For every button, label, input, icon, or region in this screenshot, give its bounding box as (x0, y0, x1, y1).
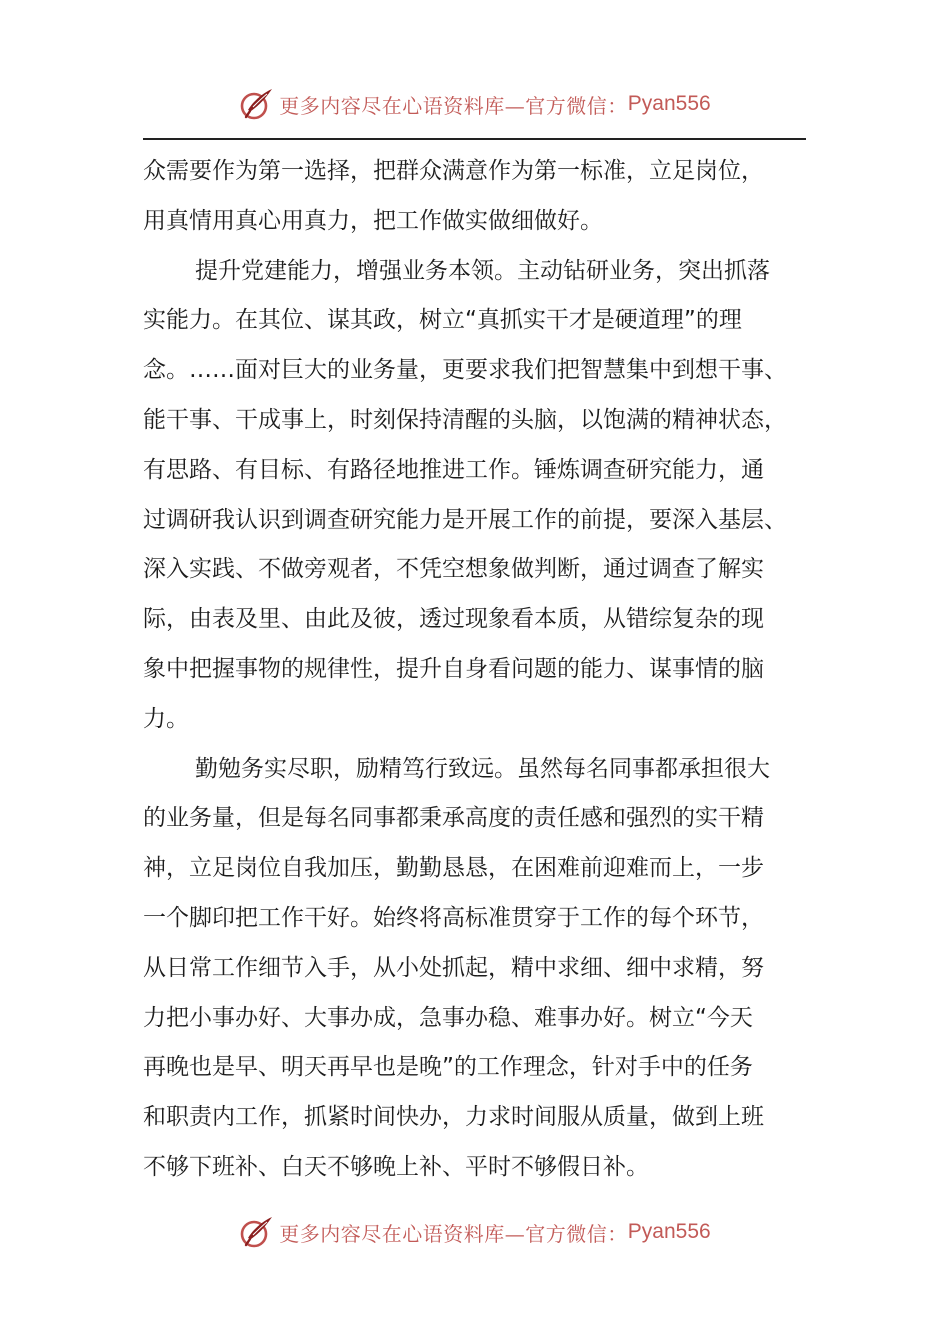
text-line: 从日常工作细节入手，从小处抓起，精中求细、细中求精，努 (143, 954, 764, 981)
text-line: 勤勉务实尽职，励精笃行致远。虽然每名同事都承担很大 (195, 755, 770, 782)
text-line: 力把小事办好、大事办成，急事办稳、难事办好。树立“今天 (143, 1004, 753, 1031)
text-line: 和职责内工作，抓紧时间快办，力求时间服从质量，做到上班 (143, 1104, 764, 1131)
text-line: 再晚也是早、明天再早也是晚”的工作理念，针对手中的任务 (143, 1054, 753, 1081)
text-line: 不够下班补、白天不够晚上补、平时不够假日补。 (143, 1153, 649, 1180)
text-line: 念。……面对巨大的业务量，更要求我们把智慧集中到想干事、 (143, 357, 787, 384)
text-line: 实能力。在其位、谋其政，树立“真抓实干才是硬道理”的理 (143, 307, 742, 334)
text-line: 力。 (143, 705, 189, 732)
header-banner-id: Pyan556 (627, 92, 711, 115)
text-line: 象中把握事物的规律性，提升自身看问题的能力、谋事情的脑 (143, 655, 764, 682)
footer-banner (0, 1212, 950, 1252)
footer-banner-id: Pyan556 (627, 1220, 711, 1243)
text-line: 众需要作为第一选择，把群众满意作为第一标准，立足岗位， (143, 158, 764, 184)
header-divider (143, 138, 806, 140)
header-banner-text: 更多内容尽在心语资料库—官方微信： (279, 93, 628, 118)
quill-logo-icon (239, 1214, 275, 1250)
text-line: 有思路、有目标、有路径地推进工作。锤炼调查研究能力，通 (143, 456, 764, 483)
text-line: 一个脚印把工作干好。始终将高标准贯穿于工作的每个环节， (143, 904, 764, 931)
text-line: 能干事、干成事上，时刻保持清醒的头脑，以饱满的精神状态， (143, 406, 787, 433)
text-line: 的业务量，但是每名同事都秉承高度的责任感和强烈的实干精 (143, 805, 764, 832)
header-banner (0, 84, 950, 124)
text-line: 深入实践、不做旁观者，不凭空想象做判断，通过调查了解实 (143, 556, 764, 583)
text-line: 际，由表及里、由此及彼，透过现象看本质，从错综复杂的现 (143, 606, 764, 633)
text-line: 过调研我认识到调查研究能力是开展工作的前提，要深入基层、 (143, 506, 787, 533)
text-line: 用真情用真心用真力，把工作做实做细做好。 (143, 207, 603, 234)
text-line: 神，立足岗位自我加压，勤勤恳恳，在困难前迎难而上，一步 (143, 855, 764, 882)
text-line: 提升党建能力，增强业务本领。主动钻研业务，突出抓落 (195, 257, 770, 284)
footer-banner-text: 更多内容尽在心语资料库—官方微信： (279, 1221, 628, 1246)
document-body (143, 147, 807, 1193)
quill-logo-icon (239, 86, 275, 122)
